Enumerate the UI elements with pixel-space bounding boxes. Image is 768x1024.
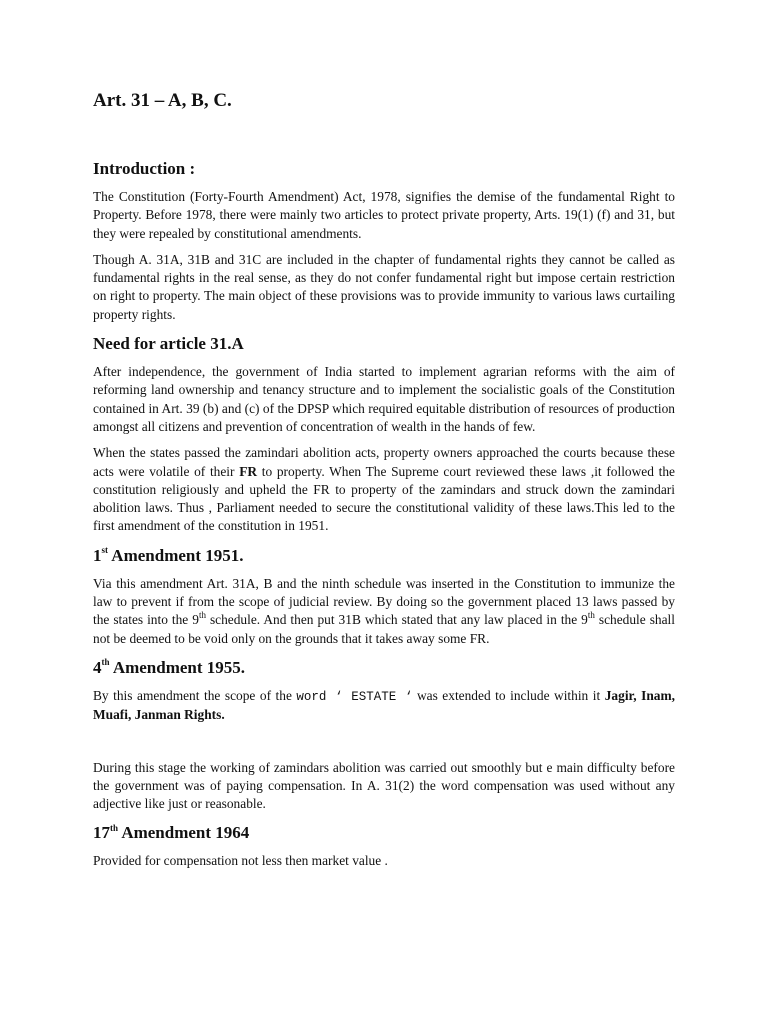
heading-ordinal: th (101, 657, 110, 668)
fourth-p-text-b: was extended to include within it (412, 687, 605, 703)
fourth-amendment-paragraph (93, 687, 675, 725)
heading-number: 4 (93, 657, 102, 677)
heading-ordinal: th (110, 822, 119, 833)
fourth-p-word-estate: word ‘ ESTATE ‘ (296, 689, 413, 704)
need-p2-text-b: to property. When The Supreme court reviewed these laws ,it followed the constitution religiously and upheld the FR to property of the zamindars and struck down the zamindari abolition laws. Thus , Parliament needed to secure the constitutional validity of these laws.This led to the first amendment of the constitution in 1951. (93, 463, 675, 534)
first-p-sup-1: th (198, 609, 206, 620)
heading-rest: Amendment 1951. (108, 545, 244, 565)
first-p-text-c: schedule shall not be deemed to be void only on the grounds that it takes away some FR. (93, 612, 675, 646)
heading-ordinal: st (101, 545, 108, 556)
first-p-sup-2: th (587, 609, 595, 620)
heading-rest: Amendment 1955. (109, 657, 246, 677)
heading-fourth-amendment (93, 656, 675, 680)
need-p2-text-a: When the states passed the zamindari abolition acts, property owners approached the courts because these acts were volatile of their (93, 445, 675, 479)
document-page (93, 88, 675, 879)
heading-number: 17 (93, 823, 110, 843)
fourth-p-text-a: By this amendment the scope of the (93, 687, 297, 703)
heading-first-amendment (93, 544, 675, 568)
need-paragraph-2 (93, 444, 675, 535)
first-amendment-paragraph (93, 575, 675, 648)
need-paragraph-1: After independence, the government of India started to implement agrarian reforms with the aim of reforming land ownership and tenancy structure and to implement the socialistic goals of the Constitution contained in Art. 39 (b) and (c) of the DPSP which required equitable distribution of resources of production amongst all citizens and prevention of concentration of wealth in the hands of few. (93, 364, 675, 434)
first-p-text-a: Via this amendment Art. 31A, B and the ninth schedule was inserted in the Constitution to immunize the law to prevent if from the scope of judicial review. By doing so the government placed 13 laws passed by the states into the 9 (93, 575, 675, 628)
need-p2-bold: FR (239, 463, 258, 479)
heading-seventeenth-amendment (93, 821, 675, 845)
spacer (93, 733, 675, 759)
heading-number: 1 (93, 545, 102, 565)
heading-rest: Amendment 1964 (118, 823, 250, 843)
intro-paragraph-2: Though A. 31A, 31B and 31C are included in the chapter of fundamental rights they cannot be called as fundamental rights in the real sense, as they do not confer fundamental right but impose certain restriction on right to property. The main object of these provisions was to provide immunity to various laws curtailing property rights. (93, 251, 675, 322)
heading-introduction: Introduction : (93, 159, 196, 178)
intro-paragraph-1: The Constitution (Forty-Fourth Amendment) Act, 1978, signifies the demise of the fundamental Right to Property. Before 1978, there were mainly two articles to protect private property, Arts. 19(1) (f) and 31, but they were repealed by constitutional amendments. (93, 189, 675, 241)
fourth-p-bold: Jagir, Inam, Muafi, Janman Rights. (93, 687, 675, 723)
seventeenth-amendment-paragraph: Provided for compensation not less then market value . (93, 853, 388, 869)
fourth-amendment-paragraph-2: During this stage the working of zamindars abolition was carried out smoothly but e main difficulty before the government was of paying compensation. In A. 31(2) the word compensation was used without any adjective like just or reasonable. (93, 759, 675, 812)
heading-need-for-article: Need for article 31.A (93, 334, 244, 354)
page-title: Art. 31 – A, B, C. (93, 90, 232, 111)
first-p-text-b: schedule. And then put 31B which stated that any law placed in the 9 (205, 612, 588, 628)
